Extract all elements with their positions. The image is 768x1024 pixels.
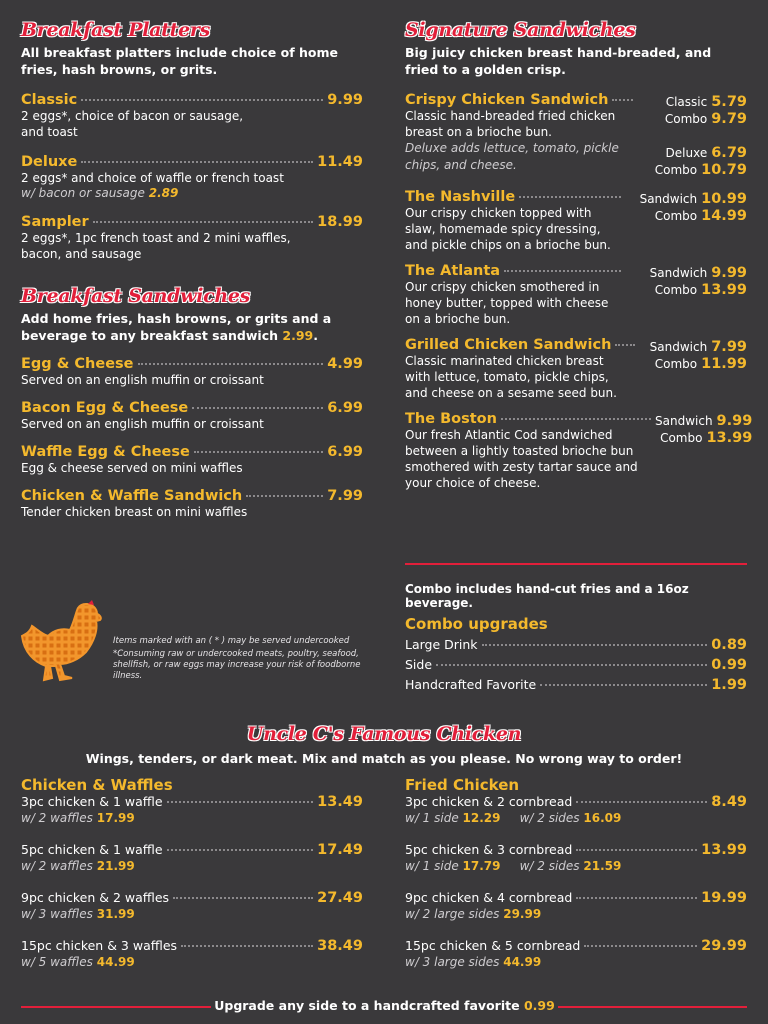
upgrade-name: Handcrafted Favorite (405, 677, 537, 692)
option-price: 6.79 (711, 145, 747, 161)
item-name: 15pc chicken & 3 waffles (21, 938, 178, 953)
item-description: Egg & cheese served on mini waffles (21, 461, 243, 475)
addon-label: w/ bacon or sausage (21, 186, 145, 200)
item-name: 15pc chicken & 5 cornbread (405, 938, 581, 953)
dot-leader (436, 664, 707, 666)
item-price: 9.99 (327, 92, 363, 108)
dot-leader (81, 161, 313, 163)
alt-price: 16.09 (583, 811, 622, 825)
footer-divider-right (558, 1006, 747, 1008)
item-prices (655, 411, 752, 491)
menu-item-crispy-chicken (405, 92, 747, 179)
item-name: 5pc chicken & 1 waffle (21, 842, 163, 857)
famous-chicken-intro: Wings, tenders, or dark meat. Mix and match as you please. No wrong way to order! (85, 751, 683, 766)
alt-price: 29.99 (503, 907, 542, 921)
item-price: 29.99 (701, 938, 747, 954)
breakfast-sandwiches-intro: Add home fries, hash browns, or grits and a beverage to any breakfast sandwich 2.99. (21, 311, 332, 343)
footer-price: 0.99 (523, 998, 555, 1013)
dot-leader (584, 945, 697, 947)
item-description: Classic hand-breaded fried chicken breast on a brioche bun. (405, 109, 616, 139)
menu-item-nashville (405, 189, 747, 253)
upgrade-price: 1.99 (711, 677, 747, 693)
item-price: 17.49 (317, 842, 363, 858)
item-name: The Nashville (405, 189, 516, 205)
alt-price: 44.99 (503, 955, 542, 969)
item-name: 3pc chicken & 2 cornbread (405, 794, 573, 809)
item-description: 2 eggs*, 1pc french toast and 2 mini waffles, bacon, and sausage (21, 231, 291, 261)
upgrade-price: 0.89 (711, 637, 747, 653)
item-alt (405, 955, 747, 969)
item-price: 27.49 (317, 890, 363, 906)
option-price: 13.99 (706, 430, 753, 446)
option-price: 9.99 (716, 413, 753, 429)
item-description: Served on an english muffin or croissant (21, 417, 264, 431)
chicken-waffles-item (21, 938, 363, 969)
menu-item-boston (405, 411, 753, 491)
option-label: Combo (660, 431, 703, 445)
breakfast-platters-intro: All breakfast platters include choice of home fries, hash browns, or grits. (21, 45, 338, 77)
alt-label: w/ 1 side (405, 811, 459, 825)
item-alt (21, 811, 363, 825)
dot-leader (612, 99, 633, 101)
item-description: Tender chicken breast on mini waffles (21, 505, 248, 519)
item-prices (625, 263, 747, 327)
alt-price: 17.99 (96, 811, 135, 825)
fried-chicken-item (405, 890, 747, 921)
dot-leader (519, 196, 621, 198)
option-price: 5.79 (711, 94, 747, 110)
signature-sandwiches-intro: Big juicy chicken breast hand-breaded, and fried to a golden crisp. (405, 45, 712, 77)
intro-price: 2.99 (282, 328, 314, 343)
dot-leader (181, 945, 313, 947)
disclaimer-line-2: *Consuming raw or undercooked meats, poultry, seafood, shellfish, or raw eggs may increase your risk of foodborne illness. (113, 649, 361, 681)
alt-price: 44.99 (96, 955, 135, 969)
dot-leader (504, 270, 621, 272)
menu-item-atlanta (405, 263, 747, 327)
alt-price: 31.99 (96, 907, 135, 921)
item-description: 2 eggs*, choice of bacon or sausage, and toast (21, 109, 244, 139)
item-price: 6.99 (327, 400, 363, 416)
intro-text: Add home fries, hash browns, or grits and a beverage to any breakfast sandwich (21, 311, 332, 343)
chicken-waffles-item (21, 794, 363, 825)
chicken-waffles-section (21, 776, 363, 969)
item-price: 38.49 (317, 938, 363, 954)
option-label: Sandwich (649, 340, 708, 354)
item-name: 9pc chicken & 4 cornbread (405, 890, 573, 905)
option-price: 11.99 (701, 356, 747, 372)
alt-price: 21.99 (96, 859, 135, 873)
item-name: Bacon Egg & Cheese (21, 400, 189, 416)
alt-label: w/ 2 waffles (21, 811, 93, 825)
menu-item-egg-cheese (21, 356, 363, 388)
chicken-waffles-heading: Chicken & Waffles (21, 776, 173, 794)
dot-leader (167, 849, 314, 851)
menu-item-classic (21, 92, 363, 140)
dot-leader (482, 644, 708, 646)
item-name: Sampler (21, 214, 89, 230)
item-alt (21, 955, 363, 969)
combo-divider (405, 563, 747, 565)
alt-price: 12.29 (462, 811, 501, 825)
menu-item-grilled-chicken (405, 337, 747, 401)
item-name: Chicken & Waffle Sandwich (21, 488, 243, 504)
option-price: 10.99 (701, 191, 747, 207)
item-name: The Boston (405, 411, 497, 427)
dot-leader (138, 363, 324, 365)
upgrade-row (405, 677, 747, 693)
famous-chicken-heading: Uncle C's Famous Chicken (246, 723, 522, 745)
item-prices (639, 337, 747, 401)
item-description: Served on an english muffin or croissant (21, 373, 264, 387)
dot-leader (167, 801, 314, 803)
upgrade-row (405, 657, 747, 673)
menu-item-waffle-egg-cheese (21, 444, 363, 476)
alt-label: w/ 2 waffles (21, 859, 93, 873)
signature-sandwiches-heading: Signature Sandwiches (405, 19, 636, 41)
disclaimer (113, 636, 363, 682)
combo-upgrades-title: Combo upgrades (405, 615, 548, 633)
item-alt (21, 907, 363, 921)
dot-leader (615, 344, 635, 346)
item-name: Egg & Cheese (21, 356, 134, 372)
fried-chicken-item (405, 842, 747, 873)
fried-chicken-item (405, 794, 747, 825)
item-alt (405, 907, 747, 921)
item-name: Waffle Egg & Cheese (21, 444, 190, 460)
upgrade-name: Large Drink (405, 637, 478, 652)
option-price: 7.99 (711, 339, 747, 355)
combo-note: Combo includes hand-cut fries and a 16oz beverage. (405, 582, 689, 610)
disclaimer-line-1: Items marked with an ( * ) may be served undercooked (113, 636, 350, 646)
upgrade-row (405, 637, 747, 653)
option-label: Sandwich (649, 266, 708, 280)
item-price: 11.49 (317, 154, 363, 170)
footer-divider-left (21, 1006, 211, 1008)
option-label: Combo (654, 209, 698, 223)
alt-label: w/ 3 waffles (21, 907, 93, 921)
alt-label: w/ 1 side (405, 859, 459, 873)
dot-leader (501, 418, 651, 420)
item-name: 5pc chicken & 3 cornbread (405, 842, 573, 857)
item-alt (405, 811, 747, 825)
item-name: Classic (21, 92, 78, 108)
dot-leader (81, 99, 323, 101)
item-price: 18.99 (317, 214, 363, 230)
item-name: Crispy Chicken Sandwich (405, 92, 609, 108)
item-description: Classic marinated chicken breast with lettuce, tomato, pickle chips, and cheese on a sesame seed bun. (405, 354, 617, 400)
alt-price: 21.59 (583, 859, 622, 873)
item-prices (637, 92, 747, 179)
waffle-chicken-icon (20, 600, 104, 684)
alt-label: w/ 2 large sides (405, 907, 500, 921)
dot-leader (194, 451, 323, 453)
breakfast-platters-heading: Breakfast Platters (21, 19, 210, 41)
dot-leader (173, 897, 313, 899)
item-price: 4.99 (327, 356, 363, 372)
alt-price: 17.79 (462, 859, 501, 873)
item-price: 19.99 (701, 890, 747, 906)
option-label: Deluxe (665, 146, 708, 160)
option-label: Combo (654, 283, 698, 297)
menu-item-chicken-waffle-sandwich (21, 488, 363, 520)
chicken-waffles-item (21, 842, 363, 873)
menu-item-bacon-egg-cheese (21, 400, 363, 432)
dot-leader (576, 801, 707, 803)
option-label: Classic (665, 95, 708, 109)
left-column (21, 18, 363, 520)
breakfast-sandwiches-heading: Breakfast Sandwiches (21, 285, 251, 307)
footer-upgrade (211, 998, 558, 1013)
item-price: 8.49 (711, 794, 747, 810)
item-alt (21, 859, 363, 873)
option-label: Combo (664, 112, 708, 126)
fried-chicken-section (405, 776, 747, 969)
dot-leader (93, 221, 313, 223)
menu-item-deluxe (21, 154, 363, 200)
fried-chicken-item (405, 938, 747, 969)
item-note: Deluxe adds lettuce, tomato, pickle chips, and cheese. (405, 141, 619, 172)
item-price: 7.99 (327, 488, 363, 504)
alt-label: w/ 5 waffles (21, 955, 93, 969)
addon-price: 2.89 (148, 186, 179, 200)
footer-text: Upgrade any side to a handcrafted favorite (214, 998, 520, 1013)
alt-label: w/ 2 sides (519, 859, 580, 873)
item-name: The Atlanta (405, 263, 501, 279)
option-price: 13.99 (701, 282, 747, 298)
option-price: 9.99 (711, 265, 747, 281)
upgrade-name: Side (405, 657, 433, 672)
option-price: 9.79 (711, 111, 747, 127)
alt-label: w/ 2 sides (519, 811, 580, 825)
item-name: 3pc chicken & 1 waffle (21, 794, 163, 809)
item-name: 9pc chicken & 2 waffles (21, 890, 170, 905)
option-price: 14.99 (701, 208, 747, 224)
item-description: 2 eggs* and choice of waffle or french toast (21, 171, 284, 185)
item-description: Our crispy chicken topped with slaw, homemade spicy dressing, and pickle chips on a brioche bun. (405, 206, 611, 252)
dot-leader (246, 495, 323, 497)
option-price: 10.79 (701, 162, 747, 178)
fried-chicken-heading: Fried Chicken (405, 776, 520, 794)
item-alt (405, 859, 747, 873)
famous-chicken-header (0, 722, 768, 767)
combo-section (405, 582, 747, 693)
right-column (405, 18, 753, 491)
item-name: Deluxe (21, 154, 78, 170)
item-description: Our fresh Atlantic Cod sandwiched between a lightly toasted brioche bun smothered with zesty tartar sauce and your choice of cheese. (405, 428, 638, 490)
upgrade-price: 0.99 (711, 657, 747, 673)
item-price: 13.99 (701, 842, 747, 858)
alt-label: w/ 3 large sides (405, 955, 500, 969)
item-prices (625, 189, 747, 253)
option-label: Combo (654, 163, 698, 177)
dot-leader (540, 684, 707, 686)
item-price: 6.99 (327, 444, 363, 460)
menu-item-sampler (21, 214, 363, 262)
option-label: Combo (654, 357, 698, 371)
option-label: Sandwich (655, 414, 713, 428)
dot-leader (576, 897, 697, 899)
option-label: Sandwich (639, 192, 698, 206)
item-addon (21, 186, 363, 200)
item-price: 13.49 (317, 794, 363, 810)
dot-leader (576, 849, 697, 851)
item-name: Grilled Chicken Sandwich (405, 337, 612, 353)
dot-leader (192, 407, 323, 409)
item-description: Our crispy chicken smothered in honey butter, topped with cheese on a brioche bun. (405, 280, 609, 326)
chicken-waffles-item (21, 890, 363, 921)
